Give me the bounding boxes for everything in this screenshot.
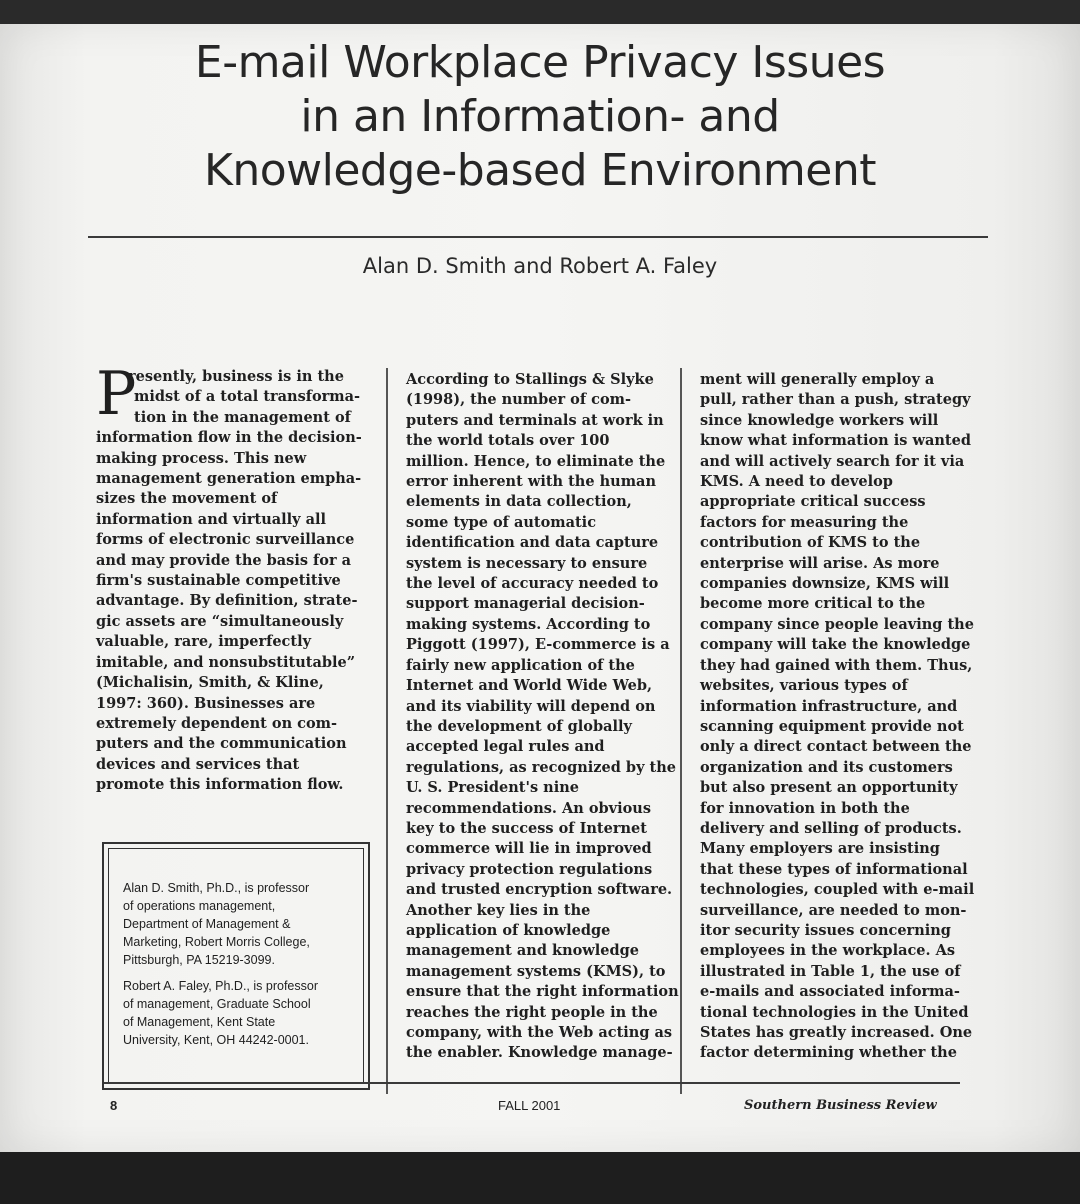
- text-line: accepted legal rules and: [406, 738, 605, 756]
- text-line: privacy protection regulations: [406, 860, 653, 878]
- text-line: devices and services that: [96, 755, 300, 773]
- text-line: information infrastructure, and: [700, 697, 958, 715]
- author-bio-inner: [108, 848, 364, 1084]
- text-line: organization and its customers: [700, 758, 953, 776]
- text-line: pull, rather than a push, strategy: [700, 391, 971, 409]
- text-line: advantage. By definition, strate-: [96, 592, 358, 610]
- bio-smith: [123, 879, 355, 969]
- title-divider: [88, 236, 988, 238]
- text-line: ment will generally employ a: [700, 371, 935, 388]
- text-line: company since people leaving the: [700, 615, 974, 633]
- text-line: support managerial decision-: [406, 595, 645, 613]
- text-line: the level of accuracy needed to: [406, 575, 659, 593]
- text-line: and its viability will depend on: [406, 697, 656, 715]
- bio-line: Robert A. Faley, Ph.D., is professor: [123, 979, 318, 993]
- text-line: become more critical to the: [700, 595, 926, 613]
- text-line: company, with the Web acting as: [406, 1024, 673, 1041]
- bio-line: Marketing, Robert Morris College,: [123, 935, 310, 949]
- text-line: promote this information flow.: [96, 776, 344, 794]
- text-line: surveillance, are needed to mon-: [700, 901, 967, 919]
- text-line: sizes the movement of: [96, 490, 278, 508]
- text-line: puters and terminals at work in: [406, 411, 664, 429]
- text-line: puters and the communication: [96, 735, 347, 753]
- text-line: tion in the management of: [134, 408, 351, 426]
- text-line: system is necessary to ensure: [406, 554, 648, 572]
- text-column-2: [406, 370, 679, 1064]
- footer-divider: [104, 1082, 960, 1084]
- column-divider: [386, 368, 388, 1094]
- text-line: Piggott (1997), E-commerce is a: [406, 636, 670, 654]
- text-line: management generation empha-: [96, 470, 362, 488]
- text-line: information and virtually all: [96, 510, 327, 528]
- journal-page: [0, 24, 1080, 1152]
- bio-line: University, Kent, OH 44242-0001.: [123, 1033, 309, 1047]
- text-line: identification and data capture: [406, 534, 659, 552]
- text-line: factor determining whether the: [700, 1044, 957, 1062]
- text-line: e-mails and associated informa-: [700, 983, 960, 1001]
- text-line: the enabler. Knowledge manage-: [406, 1044, 673, 1062]
- text-line: key to the success of Internet: [406, 819, 647, 837]
- text-line: Another key lies in the: [406, 901, 591, 919]
- text-line: companies downsize, KMS will: [700, 575, 950, 593]
- text-line: company will take the knowledge: [700, 636, 971, 654]
- text-line: management and knowledge: [406, 942, 639, 960]
- text-line: scanning equipment provide not: [700, 717, 964, 735]
- text-line: application of knowledge: [406, 921, 611, 939]
- text-line: employees in the workplace. As: [700, 942, 956, 960]
- text-line: fairly new application of the: [406, 656, 635, 674]
- bio-line: Pittsburgh, PA 15219-3099.: [123, 953, 275, 967]
- text-line: Internet and World Wide Web,: [406, 677, 653, 695]
- text-line: itor security issues concerning: [700, 921, 951, 939]
- author-byline: Alan D. Smith and Robert A. Faley: [362, 254, 718, 278]
- text-line: According to Stallings & Slyke: [406, 371, 654, 388]
- text-line: (1998), the number of com-: [406, 391, 631, 409]
- text-line: but also present an opportunity: [700, 779, 958, 797]
- text-line: appropriate critical success: [700, 493, 926, 511]
- text-line: some type of automatic: [406, 513, 597, 531]
- text-line: KMS. A need to develop: [700, 473, 893, 491]
- text-line: that these types of informational: [700, 860, 968, 878]
- text-line: regulations, as recognized by the: [406, 758, 677, 776]
- text-line: illustrated in Table 1, the use of: [700, 962, 961, 980]
- text-line: for innovation in both the: [700, 799, 910, 817]
- text-line: and may provide the basis for a: [96, 551, 352, 569]
- text-line: valuable, rare, imperfectly: [96, 633, 312, 651]
- text-line: recommendations. An obvious: [406, 799, 651, 817]
- text-line: 1997: 360). Businesses are: [96, 694, 316, 712]
- bio-line: of management, Graduate School: [123, 997, 311, 1011]
- text-line: elements in data collection,: [406, 493, 632, 511]
- text-line: gic assets are “simultaneously: [96, 612, 344, 630]
- text-line: and trusted encryption software.: [406, 881, 673, 899]
- text-line: only a direct contact between the: [700, 738, 972, 756]
- text-line: factors for measuring the: [700, 513, 909, 531]
- text-line: since knowledge workers will: [700, 411, 939, 429]
- text-line: the world totals over 100: [406, 432, 610, 450]
- text-line: forms of electronic surveillance: [96, 531, 355, 549]
- drop-cap: P: [96, 359, 137, 429]
- text-column-3: [700, 370, 976, 1064]
- issue-label: FALL 2001: [498, 1098, 561, 1113]
- text-line: management systems (KMS), to: [406, 962, 666, 980]
- journal-name: Southern Business Review: [744, 1098, 937, 1113]
- text-line: States has greatly increased. One: [700, 1024, 973, 1041]
- author-bio-box: [102, 842, 370, 1090]
- text-line: commerce will lie in improved: [406, 840, 652, 858]
- text-line: error inherent with the human: [406, 473, 656, 491]
- text-line: making process. This new: [96, 449, 307, 467]
- text-line: U. S. President's nine: [406, 779, 579, 797]
- bio-faley: [123, 977, 355, 1049]
- text-line: enterprise will arise. As more: [700, 554, 940, 572]
- title-line: E-mail Workplace Privacy Issues: [194, 37, 886, 88]
- article-title: [120, 36, 960, 198]
- text-line: ensure that the right information: [406, 983, 679, 1001]
- text-column-1: [96, 367, 368, 796]
- bio-line: Department of Management &: [123, 917, 291, 931]
- text-line: resently, business is in the: [128, 368, 344, 385]
- bio-line: of Management, Kent State: [123, 1015, 276, 1029]
- text-line: tional technologies in the United: [700, 1003, 969, 1021]
- text-line: contribution of KMS to the: [700, 534, 921, 552]
- title-line: Knowledge-based Environment: [203, 145, 876, 196]
- text-line: know what information is wanted: [700, 432, 971, 450]
- text-line: firm's sustainable competitive: [96, 572, 341, 590]
- title-line: in an Information- and: [300, 91, 780, 142]
- text-line: Many employers are insisting: [700, 840, 940, 858]
- text-line: million. Hence, to eliminate the: [406, 452, 666, 470]
- text-line: imitable, and nonsubstitutable”: [96, 653, 356, 671]
- text-line: (Michalisin, Smith, & Kline,: [96, 674, 324, 692]
- column-divider: [680, 368, 682, 1094]
- text-line: reaches the right people in the: [406, 1003, 658, 1021]
- bio-line: Alan D. Smith, Ph.D., is professor: [123, 881, 310, 895]
- text-line: technologies, coupled with e-mail: [700, 881, 975, 899]
- text-line: and will actively search for it via: [700, 452, 965, 470]
- text-line: websites, various types of: [700, 677, 908, 695]
- text-line: information flow in the decision-: [96, 429, 362, 447]
- page-number: 8: [110, 1098, 118, 1113]
- text-line: making systems. According to: [406, 615, 651, 633]
- text-line: midst of a total transforma-: [134, 388, 361, 406]
- text-line: extremely dependent on com-: [96, 714, 338, 732]
- text-line: delivery and selling of products.: [700, 819, 962, 837]
- text-line: the development of globally: [406, 717, 632, 735]
- text-line: they had gained with them. Thus,: [700, 656, 973, 674]
- bio-line: of operations management,: [123, 899, 276, 913]
